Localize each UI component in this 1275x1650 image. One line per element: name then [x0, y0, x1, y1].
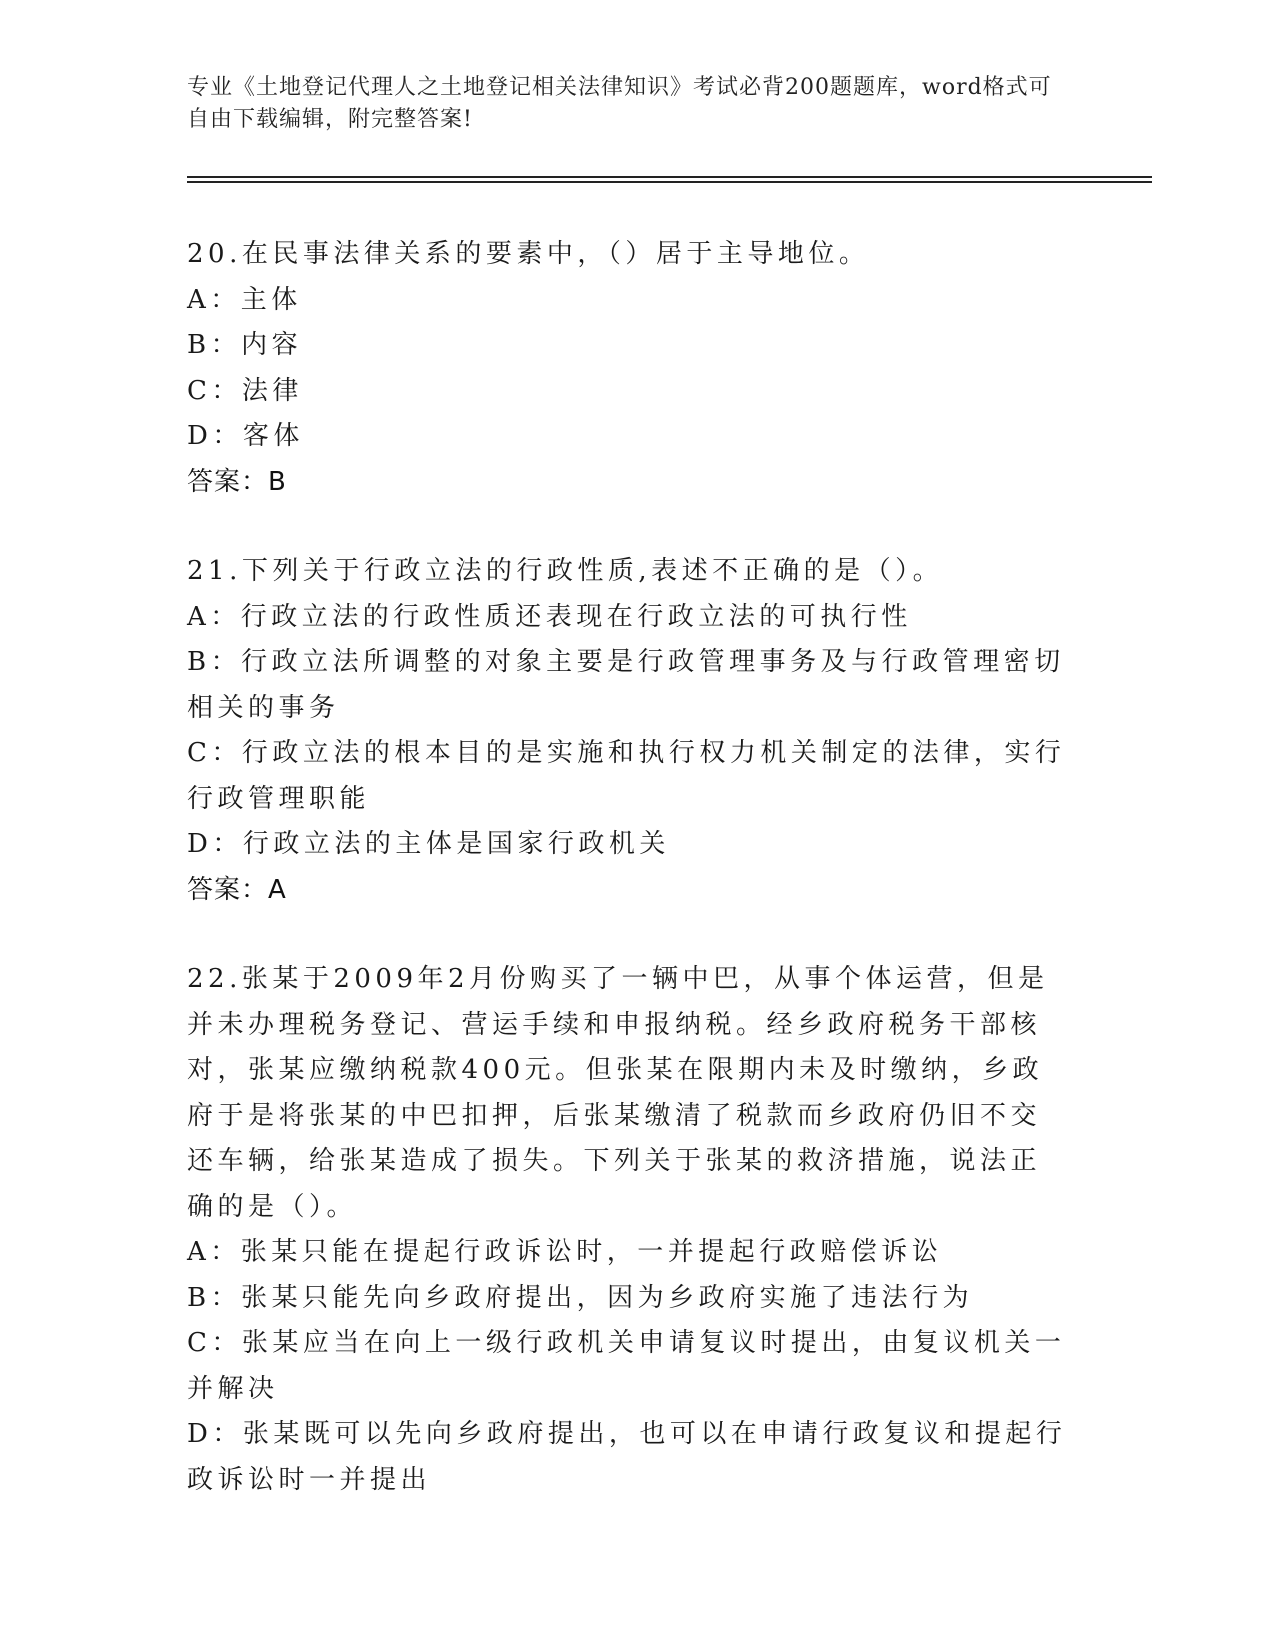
header-divider-bottom	[187, 181, 1152, 183]
option-d: D：行政立法的主体是国家行政机关	[187, 829, 670, 859]
option-c: C：张某应当在向上一级行政机关申请复议时提出，由复议机关一并解决	[187, 1328, 1066, 1404]
option-d: D：客体	[187, 421, 304, 451]
option-b: B：张某只能先向乡政府提出，因为乡政府实施了违法行为	[187, 1282, 974, 1313]
question-22	[187, 957, 1067, 1503]
option-b: B：行政立法所调整的对象主要是行政管理事务及与行政管理密切相关的事务	[187, 647, 1065, 723]
option-d: D：张某既可以先向乡政府提出，也可以在申请行政复议和提起行政诉讼时一并提出	[187, 1419, 1067, 1495]
answer-line: 答案：A	[187, 874, 287, 905]
option-c: C：行政立法的根本目的是实施和执行权力机关制定的法律，实行行政管理职能	[187, 738, 1066, 814]
answer-line: 答案：B	[187, 466, 287, 497]
header-divider-top	[187, 176, 1152, 178]
option-b: B：内容	[187, 330, 303, 360]
question-stem: 20.在民事法律关系的要素中，（）居于主导地位。	[187, 239, 870, 269]
option-a: A：张某只能在提起行政诉讼时，一并提起行政赔偿诉讼	[187, 1237, 943, 1267]
question-20	[187, 232, 1067, 505]
option-c: C：法律	[187, 375, 303, 406]
option-a: A：主体	[187, 284, 302, 315]
option-a: A：行政立法的行政性质还表现在行政立法的可执行性	[187, 601, 912, 632]
question-stem: 22.张某于2009年2月份购买了一辆中巴，从事个体运营，但是并未办理税务登记、营运手续和申报纳税。经乡政府税务干部核对，张某应缴纳税款400元。但张某在限期内未及时缴纳，乡政府于是将张某的中巴扣押，后张某缴清了税款而乡政府仍旧不交还车辆，给张某造成了损失。下列关于张某的救济措施，说法正确的是（）。	[187, 964, 1049, 1222]
question-21	[187, 549, 1067, 913]
question-list	[187, 232, 1067, 1547]
document-header-title: 专业《土地登记代理人之土地登记相关法律知识》考试必背200题题库，word格式可自由下载编辑，附完整答案!	[187, 75, 1052, 132]
question-stem: 21.下列关于行政立法的行政性质,表述不正确的是（）。	[187, 556, 944, 586]
